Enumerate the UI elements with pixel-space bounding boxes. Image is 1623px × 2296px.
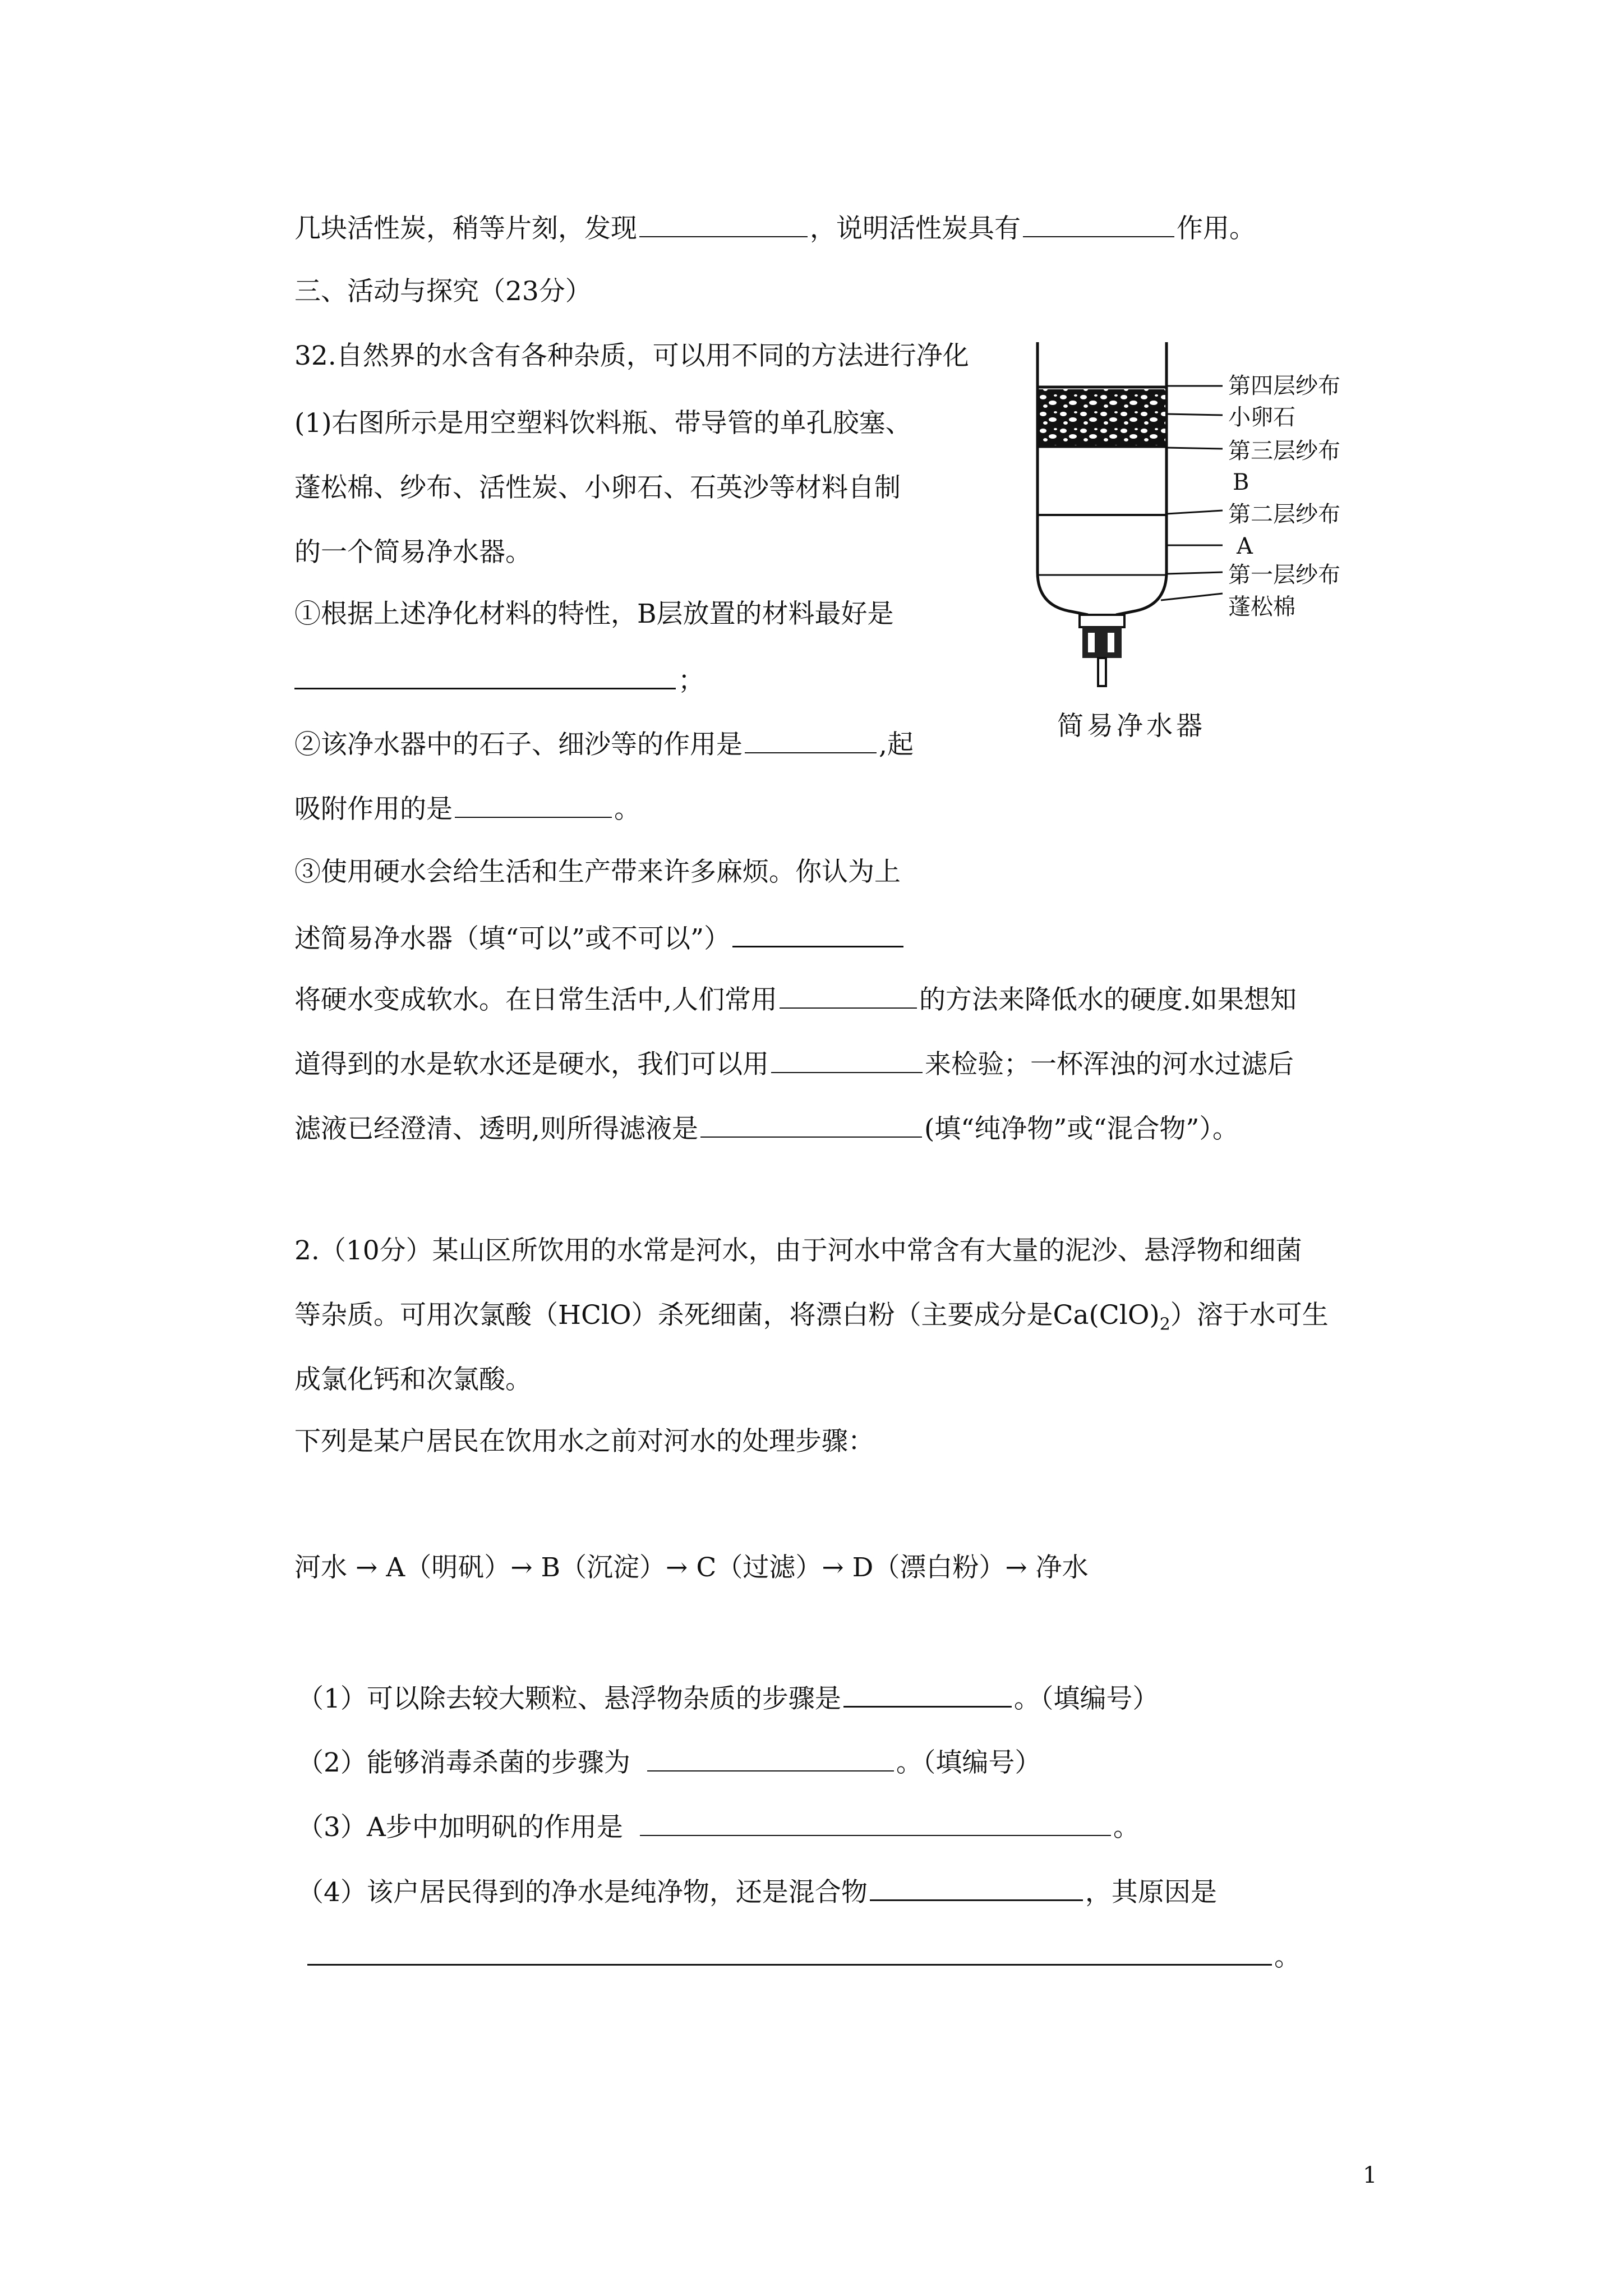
q2-sub4-reason-line: 。 [307,1938,1301,1974]
q32-s3-line5: 滤液已经澄清、透明,则所得滤液是 (填“纯净物”或“混合物”）。 [294,1111,1239,1146]
label-gauze-1: 第一层纱布 [1228,562,1340,588]
answer-blank[interactable] [745,726,877,753]
answer-blank[interactable] [647,1745,894,1772]
water-purifier-drawing [998,342,1402,746]
q2-line2: 等杂质。可用次氯酸（HClO）杀死细菌，将漂白粉（主要成分是$Ca(ClO)_2$）溶于水可生 [294,1300,1329,1335]
label-cotton: 蓬松棉 [1228,594,1295,620]
label-gauze-3: 第三层纱布 [1228,438,1340,464]
figure-caption: 简易净水器 [1057,711,1206,742]
answer-blank[interactable] [771,1046,923,1073]
answer-blank[interactable] [700,1111,922,1138]
answer-blank[interactable] [307,1938,1272,1966]
q32-s2-line1: ②该净水器中的石子、细沙等的作用是 ,起 [294,726,914,762]
label-pebble: 小卵石 [1228,404,1295,430]
q32-s3-line3: 将硬水变成软水。在日常生活中,人们常用 的方法来降低水的硬度.如果想知 [294,982,1297,1017]
answer-blank[interactable] [870,1874,1083,1901]
q32-s3-line2: 述简易净水器（填“可以”或不可以”） [294,920,906,956]
q32-p1-line1: (1)右图所示是用空塑料饮料瓶、带导管的单孔胶塞、 [294,408,912,439]
q32-p1-line2: 蓬松棉、纱布、活性炭、小卵石、石英沙等材料自制 [294,472,901,503]
page-number: 1 [1363,2162,1377,2188]
answer-blank[interactable] [455,791,612,818]
answer-blank[interactable] [639,210,808,237]
q32-p1-line3: 的一个简易净水器。 [294,537,532,568]
q32-s2-line2: 吸附作用的是 。 [294,791,640,826]
section-title: 三、活动与探究（23分） [294,276,592,307]
q2-line4: 下列是某户居民在饮用水之前对河水的处理步骤： [294,1426,874,1457]
label-b: B [1233,470,1249,495]
answer-blank[interactable] [294,662,676,689]
answer-blank[interactable] [1023,210,1174,237]
q32-intro: 32.自然界的水含有各种杂质，可以用不同的方法进行净化 [294,341,969,371]
water-purifier-figure [998,342,1402,746]
label-gauze-4: 第四层纱布 [1228,373,1340,399]
q2-sub4: （4）该户居民得到的净水是纯净物，还是混合物 ，其原因是 [297,1874,1217,1910]
q31-tail-line: 几块活性炭，稍等片刻，发现 ，说明活性炭具有 作用。 [294,210,1256,246]
process-flow: 河水 → A（明矾）→ B（沉淀）→ C（过滤）→ D（漂白粉）→ 净水 [294,1552,1089,1583]
q2-line1: 2.（10分）某山区所饮用的水常是河水，由于河水中常含有大量的泥沙、悬浮物和细菌 [294,1235,1302,1266]
q2-sub1: （1）可以除去较大颗粒、悬浮物杂质的步骤是 。（填编号） [297,1680,1159,1716]
answer-blank[interactable] [732,920,903,947]
q32-s3-line4: 道得到的水是软水还是硬水，我们可以用 来检验；一杯浑浊的河水过滤后 [294,1046,1294,1082]
answer-blank[interactable] [843,1680,1012,1708]
q2-sub3: （3）A步中加明矾的作用是 。 [297,1809,1140,1844]
q2-sub2: （2）能够消毒杀菌的步骤为 。（填编号） [297,1745,1041,1780]
q32-s1: ①根据上述净化材料的特性，B层放置的材料最好是 [294,599,894,629]
q32-s3-line1: ③使用硬水会给生活和生产带来许多麻烦。你认为上 [294,857,901,887]
q2-line3: 成氯化钙和次氯酸。 [294,1364,532,1395]
answer-blank[interactable] [780,982,917,1009]
answer-blank[interactable] [640,1809,1111,1836]
label-gauze-2: 第二层纱布 [1228,501,1340,527]
label-a: A [1237,533,1253,559]
pebble-layer [1039,389,1165,445]
q32-s1-answer-line: ； [294,662,704,698]
